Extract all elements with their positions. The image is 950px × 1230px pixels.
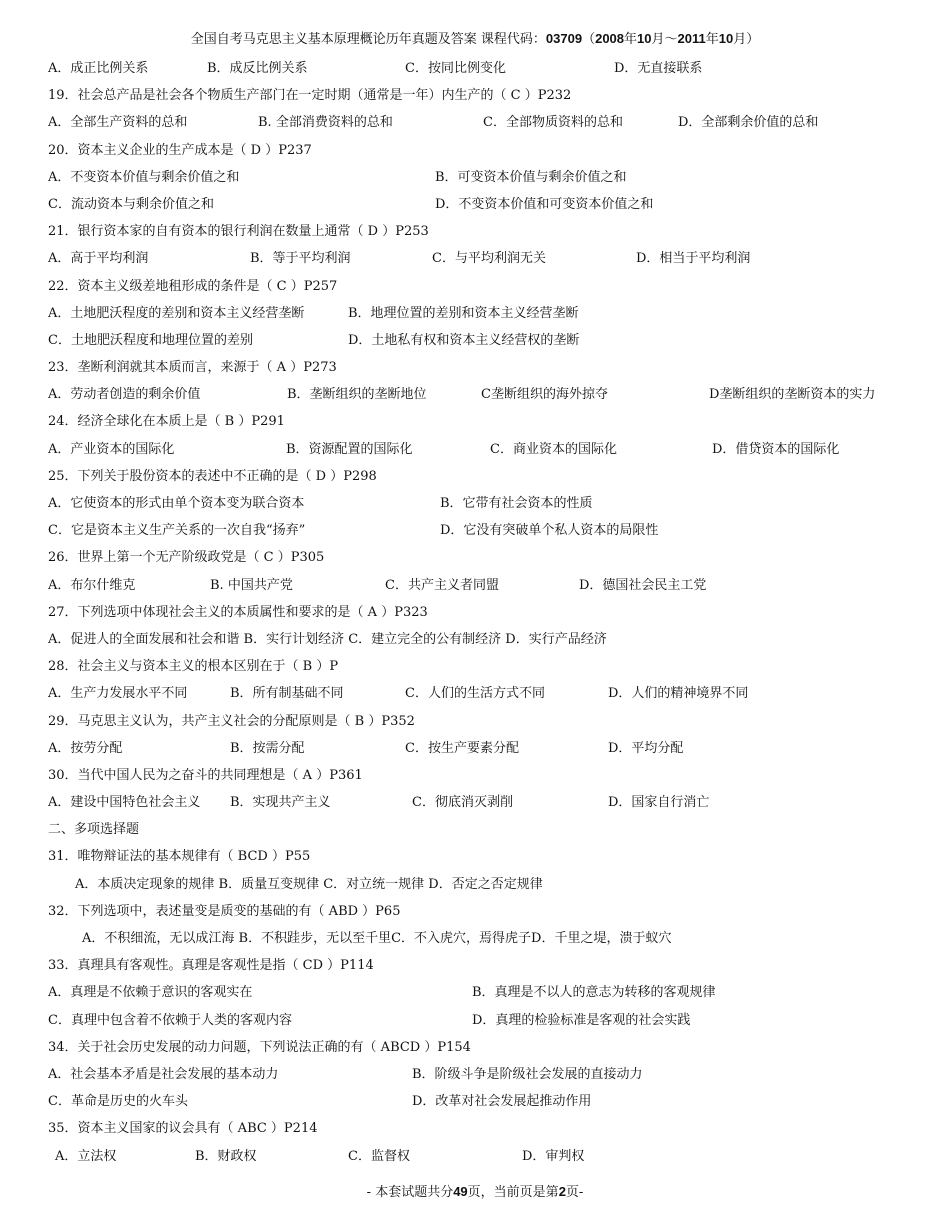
text-line <box>0 463 950 490</box>
text-line <box>0 164 950 191</box>
text-line <box>0 816 950 843</box>
option-text: B. 中国共产党 <box>210 577 293 593</box>
option-text: D．相当于平均利润 <box>636 251 751 267</box>
text-line <box>0 925 950 952</box>
text-line <box>0 82 950 109</box>
text-line <box>0 300 950 327</box>
year-label: 年 <box>705 32 719 47</box>
current-page: 2 <box>558 1184 566 1199</box>
option-text: A．社会基本矛盾是社会发展的基本动力 <box>48 1066 279 1082</box>
option-text: C．商业资本的国际化 <box>490 441 617 457</box>
text-line <box>0 843 950 870</box>
text-line <box>0 245 950 272</box>
text-line <box>0 137 950 164</box>
start-month: 10 <box>637 31 652 46</box>
question-text: 30．当代中国人民为之奋斗的共同理想是（ A ）P361 <box>48 767 363 783</box>
question-text: 35．资本主义国家的议会具有（ ABC ）P214 <box>48 1121 318 1137</box>
option-text: D垄断组织的垄断资本的实力 <box>709 387 876 403</box>
option-text: B．地理位置的差别和资本主义经营垄断 <box>348 305 579 321</box>
footer-text: 页，当前页是第 <box>467 1185 559 1200</box>
option-text: C．全部物质资料的总和 <box>483 115 623 131</box>
header-title: 全国自考马克思主义基本原理概论历年真题及答案 课程代码： <box>190 32 546 47</box>
question-text: 23．垄断利润就其本质而言，来源于（ A ）P273 <box>48 360 337 376</box>
text-line <box>0 1143 950 1170</box>
question-text: 34．关于社会历史发展的动力问题，下列说法正确的有（ ABCD ）P154 <box>48 1039 471 1055</box>
option-text: B. 全部消费资料的总和 <box>258 115 393 131</box>
option-text: B．成反比例关系 <box>207 61 308 76</box>
option-text: C．彻底消灭剥削 <box>412 795 513 811</box>
question-text: A．不积细流，无以成江海 B．不积跬步，无以至千里C．不入虎穴，焉得虎子D．千里之堤，溃于蚁穴 <box>82 931 672 946</box>
option-text: A．立法权 <box>55 1148 117 1164</box>
page-header <box>0 30 950 49</box>
year-label: 年 <box>624 32 638 47</box>
footer-text: - 本套试题共分 <box>366 1185 454 1200</box>
option-text: C．监督权 <box>348 1148 410 1164</box>
text-line <box>0 273 950 300</box>
course-code: 03709 <box>545 31 583 46</box>
text-line <box>0 871 950 898</box>
option-text: C．人们的生活方式不同 <box>405 686 545 702</box>
option-text: B．财政权 <box>195 1148 257 1164</box>
option-text: B．真理是不以人的意志为转移的客观规律 <box>472 985 716 1001</box>
question-text: 24．经济全球化在本质上是（ B ）P291 <box>48 414 285 430</box>
question-text: 二、多项选择题 <box>48 822 140 838</box>
header-paren: （ <box>582 32 596 47</box>
option-text: B．它带有社会资本的性质 <box>440 496 593 511</box>
text-line <box>0 708 950 735</box>
question-text: 25．下列关于股份资本的表述中不正确的是（ D ）P298 <box>48 468 377 484</box>
option-text: B．按需分配 <box>230 740 305 756</box>
option-text: D．借贷资本的国际化 <box>712 441 840 457</box>
text-line <box>0 762 950 789</box>
text-line <box>0 952 950 979</box>
question-text: 19．社会总产品是社会各个物质生产部门在一定时期（通常是一年）内生产的（ C ）P232 <box>48 88 572 104</box>
question-text: 28．社会主义与资本主义的根本区别在于（ B ）P <box>48 659 339 675</box>
question-text: 20．资本主义企业的生产成本是（ D ）P237 <box>48 142 312 158</box>
option-text: D．无直接联系 <box>614 61 703 76</box>
option-text: D．人们的精神境界不同 <box>608 686 749 702</box>
option-text: C垄断组织的海外掠夺 <box>481 387 608 403</box>
text-line <box>0 1061 950 1088</box>
text-line <box>0 517 950 544</box>
question-text: 21．银行资本家的自有资本的银行利润在数量上通常（ D ）P253 <box>48 224 429 240</box>
text-line <box>0 1115 950 1142</box>
text-line <box>0 381 950 408</box>
text-line <box>0 490 950 517</box>
month-label: 月～ <box>651 32 678 47</box>
text-line <box>0 109 950 136</box>
question-text: A．本质决定现象的规律 B．质量互变规律 C．对立统一规律 D．否定之否定规律 <box>75 876 543 892</box>
text-line <box>0 898 950 925</box>
text-line <box>0 735 950 762</box>
option-text: D．它没有突破单个私人资本的局限性 <box>440 523 659 539</box>
text-line <box>0 408 950 435</box>
option-text: B．可变资本价值与剩余价值之和 <box>435 169 627 185</box>
question-text: 29．马克思主义认为，共产主义社会的分配原则是（ B ）P352 <box>48 713 415 729</box>
month-label: 月） <box>733 32 760 47</box>
option-text: B．等于平均利润 <box>250 251 351 267</box>
text-line <box>0 979 950 1006</box>
question-text: 32．下列选项中，表述量变是质变的基础的有（ ABD ）P65 <box>48 903 401 919</box>
option-text: A．高于平均利润 <box>48 251 149 267</box>
option-text: D．平均分配 <box>608 740 684 756</box>
option-text: B．垄断组织的垄断地位 <box>287 387 427 403</box>
option-text: D．全部剩余价值的总和 <box>678 115 819 131</box>
question-text: 33．真理具有客观性。真理是客观性是指（ CD ）P114 <box>48 958 374 974</box>
text-line <box>0 354 950 381</box>
option-text: A．真理是不依赖于意识的客观实在 <box>48 985 253 1001</box>
option-text: A．土地肥沃程度的差别和资本主义经营垄断 <box>48 305 305 321</box>
question-text: 31．唯物辩证法的基本规律有（ BCD ）P55 <box>48 849 311 865</box>
text-line <box>0 218 950 245</box>
option-text: C．按同比例变化 <box>405 61 506 76</box>
option-text: A．它使资本的形式由单个资本变为联合资本 <box>48 496 305 511</box>
text-line <box>0 544 950 571</box>
start-year: 2008 <box>595 31 625 46</box>
question-text: 27．下列选项中体现社会主义的本质属性和要求的是（ A ）P323 <box>48 604 428 620</box>
text-line <box>0 599 950 626</box>
question-list <box>0 55 950 1170</box>
option-text: A．建设中国特色社会主义 <box>48 795 201 811</box>
option-text: D．土地私有权和资本主义经营权的垄断 <box>348 332 580 348</box>
option-text: D．德国社会民主工党 <box>579 577 707 593</box>
option-text: A．不变资本价值与剩余价值之和 <box>48 169 240 185</box>
option-text: A．按劳分配 <box>48 740 123 756</box>
option-text: C．与平均利润无关 <box>432 251 546 267</box>
option-text: A．生产力发展水平不同 <box>48 686 188 702</box>
option-text: A．劳动者创造的剩余价值 <box>48 387 201 403</box>
option-text: B．所有制基础不同 <box>230 686 344 702</box>
page-footer <box>0 1183 950 1202</box>
option-text: B．实现共产主义 <box>230 795 331 811</box>
option-text: D．国家自行消亡 <box>608 795 710 811</box>
question-text: 22．资本主义级差地租形成的条件是（ C ）P257 <box>48 278 338 294</box>
text-line <box>0 680 950 707</box>
text-line <box>0 55 950 82</box>
option-text: D．改革对社会发展起推动作用 <box>412 1094 592 1110</box>
option-text: C．按生产要素分配 <box>405 740 519 756</box>
text-line <box>0 572 950 599</box>
text-line <box>0 1088 950 1115</box>
option-text: D．不变资本价值和可变资本价值之和 <box>435 196 654 212</box>
text-line <box>0 789 950 816</box>
option-text: D．真理的检验标准是客观的社会实践 <box>472 1012 691 1028</box>
end-year: 2011 <box>677 31 706 46</box>
text-line <box>0 1007 950 1034</box>
option-text: A．成正比例关系 <box>48 61 149 76</box>
option-text: D．审判权 <box>522 1148 585 1164</box>
question-text: A．促进人的全面发展和社会和谐 B．实行计划经济 C．建立完全的公有制经济 D．实行产品经济 <box>48 631 607 647</box>
option-text: A．产业资本的国际化 <box>48 441 175 457</box>
total-pages: 49 <box>453 1184 468 1199</box>
option-text: C．流动资本与剩余价值之和 <box>48 196 214 212</box>
text-line <box>0 653 950 680</box>
option-text: B．阶级斗争是阶级社会发展的直接动力 <box>412 1066 643 1082</box>
end-month: 10 <box>718 31 734 46</box>
option-text: C．革命是历史的火车头 <box>48 1094 188 1110</box>
question-text: 26．世界上第一个无产阶级政党是（ C ）P305 <box>48 550 325 566</box>
option-text: C．它是资本主义生产关系的一次自我“扬弃” <box>48 523 306 539</box>
text-line <box>0 1034 950 1061</box>
option-text: C．共产主义者同盟 <box>385 577 499 593</box>
option-text: A．布尔什维克 <box>48 577 136 593</box>
text-line <box>0 436 950 463</box>
option-text: A．全部生产资料的总和 <box>48 115 188 131</box>
text-line <box>0 626 950 653</box>
option-text: C．土地肥沃程度和地理位置的差别 <box>48 332 253 348</box>
text-line <box>0 327 950 354</box>
option-text: B．资源配置的国际化 <box>286 441 413 457</box>
text-line <box>0 191 950 218</box>
option-text: C．真理中包含着不依赖于人类的客观内容 <box>48 1012 292 1028</box>
footer-text: 页- <box>565 1185 584 1200</box>
